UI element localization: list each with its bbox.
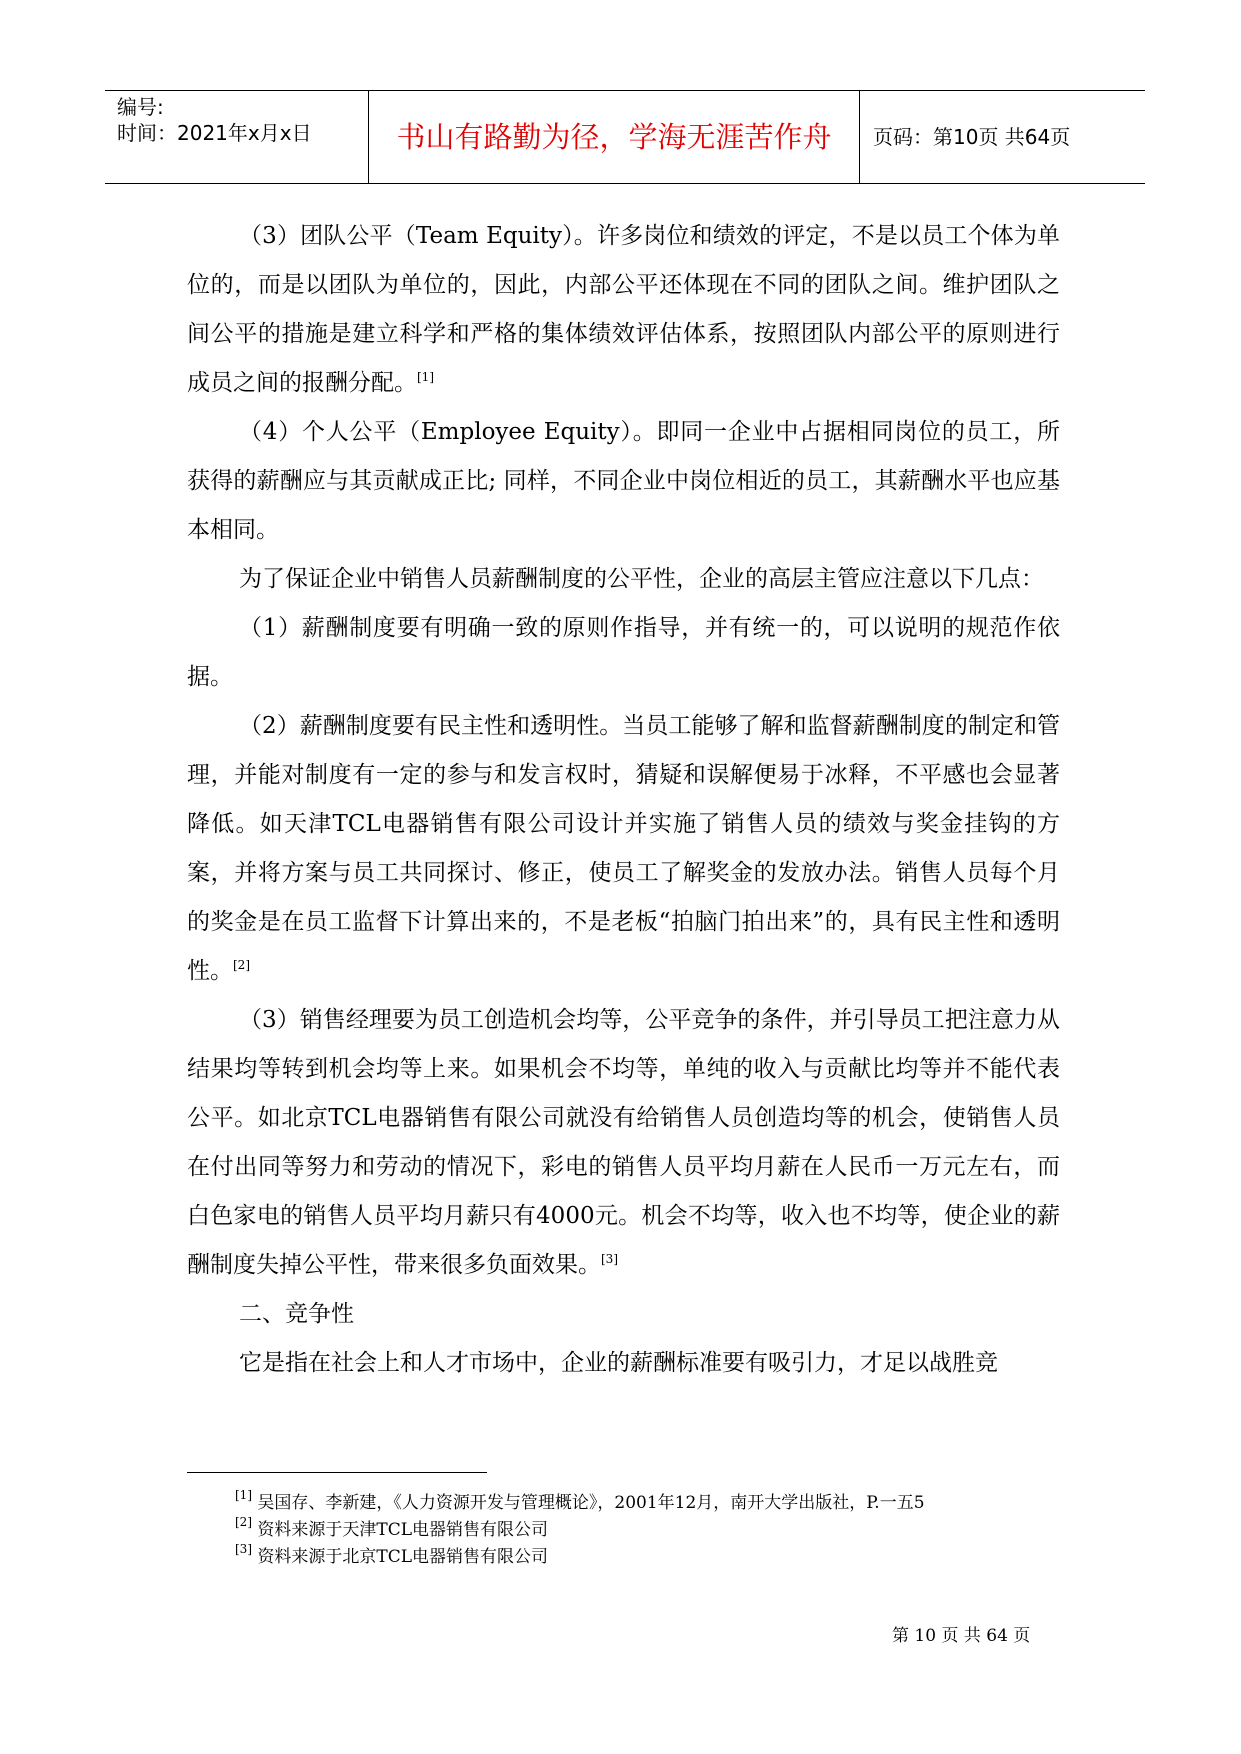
footnote-item: [1] 吴国存、李新建，《人力资源开发与管理概论》，2001年12月，南开大学出版社，P.一五5 — [235, 1488, 925, 1513]
section-heading: 二、竞争性 — [239, 1301, 354, 1327]
page-number: 第 10 页 共 64 页 — [892, 1626, 1031, 1646]
paragraph: （4）个人公平（Employee Equity）。即同一企业中占据相同岗位的员工，所获得的薪酬应与其贡献成正比; 同样，不同企业中岗位相近的员工，其薪酬水平也应基本相同。 — [187, 419, 1060, 543]
paragraph: （1）薪酬制度要有明确一致的原则作指导，并有统一的，可以说明的规范作依据。 — [187, 615, 1060, 690]
footnotes — [187, 1490, 1067, 1571]
footnote-item: [3] 资料来源于北京TCL电器销售有限公司 — [235, 1542, 549, 1567]
paragraph: （3）团队公平（Team Equity）。许多岗位和绩效的评定，不是以员工个体为单位的，而是以团队为单位的，因此，内部公平还体现在不同的团队之间。维护团队之间公平的措施是建立科学和严格的集体绩效评估体系，按照团队内部公平的原则进行成员之间的报酬分配。[1] — [187, 223, 1060, 396]
header-meta — [105, 91, 368, 183]
header-page-code: 页码：第10页 共64页 — [873, 125, 1071, 149]
paragraph: （2）薪酬制度要有民主性和透明性。当员工能够了解和监督薪酬制度的制定和管理，并能对制度有一定的参与和发言权时，猜疑和误解便易于冰释，不平感也会显著降低。如天津TCL电器销售有限公司设计并实施了销售人员的绩效与奖金挂钩的方案，并将方案与员工共同探讨、修正，使员工了解奖金的发放办法。销售人员每个月的奖金是在员工监督下计算出来的，不是老板“拍脑门拍出来”的，具有民主性和透明性。[2] — [187, 713, 1060, 984]
footnote-item: [2] 资料来源于天津TCL电器销售有限公司 — [235, 1515, 549, 1540]
paragraph: 它是指在社会上和人才市场中，企业的薪酬标准要有吸引力，才足以战胜竞 — [239, 1350, 998, 1376]
time-label: 时间：2021年x月x日 — [117, 121, 312, 145]
footnote-ref: [2] — [233, 958, 250, 972]
footnote-ref: [3] — [601, 1252, 618, 1266]
serial-label: 编号: — [117, 95, 164, 119]
footnote-ref: [1] — [417, 370, 434, 384]
paragraph: 为了保证企业中销售人员薪酬制度的公平性，企业的高层主管应注意以下几点： — [239, 566, 1044, 592]
footnote-separator — [187, 1472, 487, 1473]
page-header — [105, 90, 1145, 184]
document-body — [187, 212, 1060, 1388]
header-motto: 书山有路勤为径，学海无涯苦作舟 — [368, 91, 860, 183]
paragraph: （3）销售经理要为员工创造机会均等，公平竞争的条件，并引导员工把注意力从结果均等转到机会均等上来。如果机会不均等，单纯的收入与贡献比均等并不能代表公平。如北京TCL电器销售有限公司就没有给销售人员创造均等的机会，使销售人员在付出同等努力和劳动的情况下，彩电的销售人员平均月薪在人民币一万元左右，而白色家电的销售人员平均月薪只有4000元。机会不均等，收入也不均等，使企业的薪酬制度失掉公平性，带来很多负面效果。[3] — [187, 1007, 1060, 1278]
